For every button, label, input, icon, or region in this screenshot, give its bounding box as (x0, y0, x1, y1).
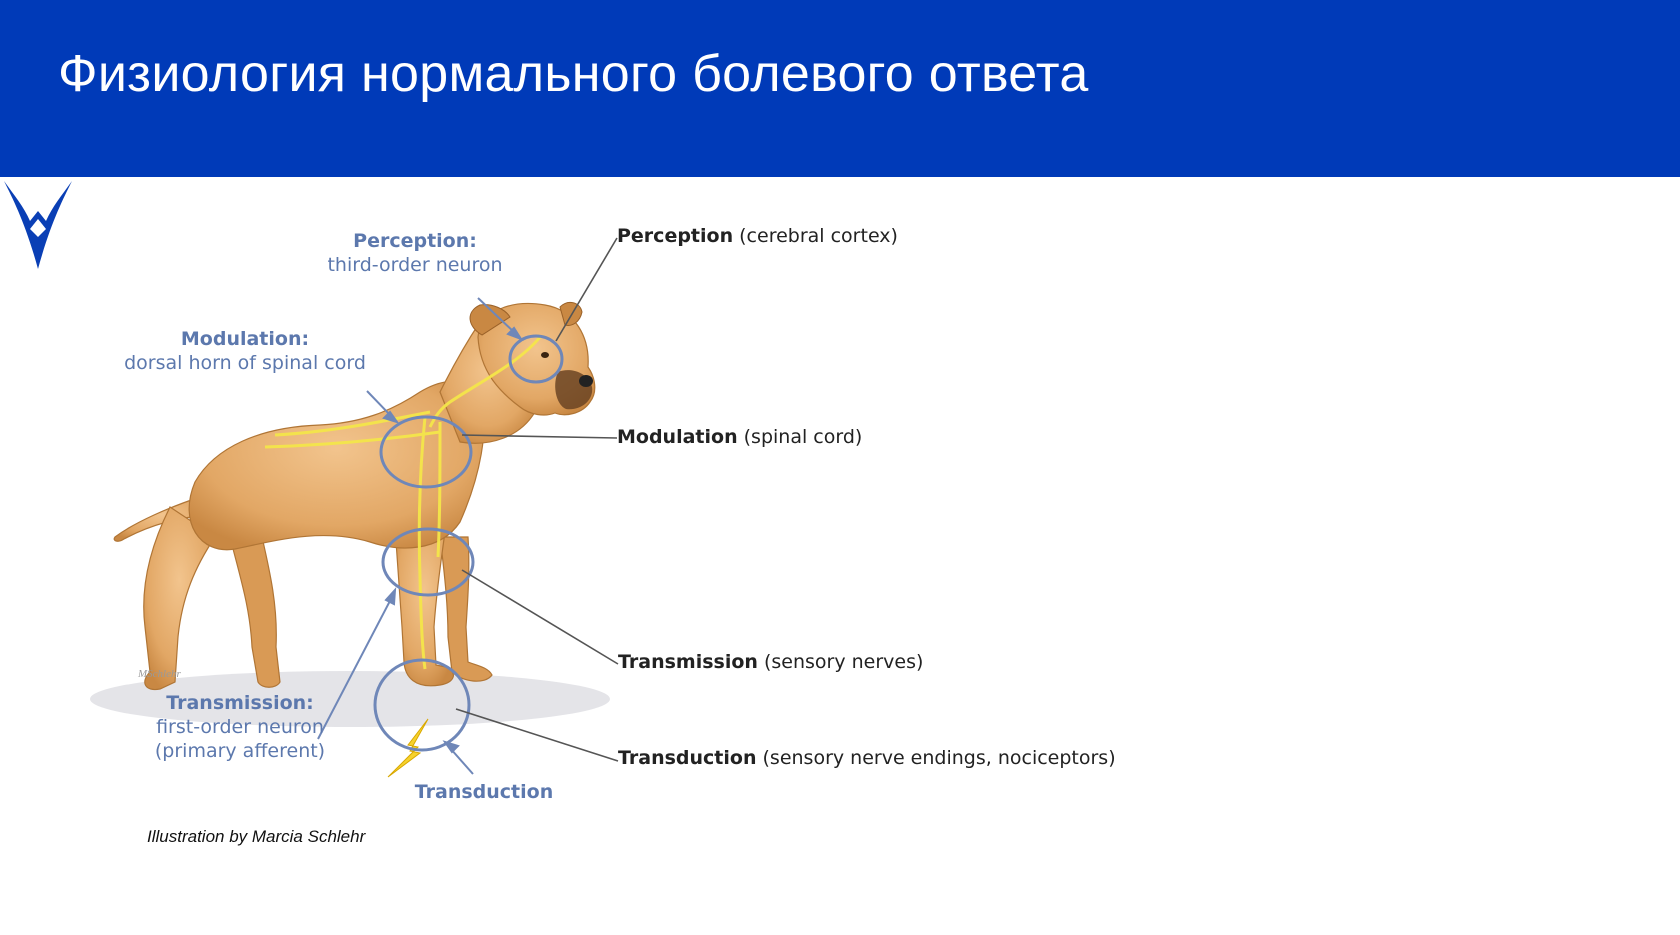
left-label-modulation (110, 327, 380, 375)
left-label-transmission-heading: Transmission: (166, 692, 314, 714)
left-label-transmission-sub2: (primary afferent) (154, 740, 326, 762)
slide-title: Физиология нормального болевого ответа (58, 45, 1089, 103)
right-label-transmission-rest: (sensory nerves) (757, 651, 924, 673)
left-label-transmission-sub1: first-order neuron (156, 716, 324, 738)
right-label-perception (617, 225, 898, 247)
right-label-transmission-bold: Transmission (618, 651, 758, 673)
dog-front-leg-far (440, 537, 492, 681)
right-label-perception-rest: (cerebral cortex) (733, 225, 898, 247)
title-bar (0, 0, 1680, 177)
right-label-modulation-rest: (spinal cord) (737, 426, 863, 448)
pain-pathway-diagram (0, 177, 1680, 935)
right-label-transduction (618, 747, 1116, 769)
right-label-perception-bold: Perception (617, 225, 734, 247)
left-label-perception (300, 229, 530, 277)
dog-nose (579, 375, 593, 387)
right-label-transduction-bold: Transduction (618, 747, 757, 769)
left-label-transduction-heading: Transduction (414, 781, 554, 803)
dog-hind-leg-far (230, 537, 280, 687)
illustration-credit: Illustration by Marcia Schlehr (147, 827, 366, 846)
right-label-transmission (618, 651, 923, 673)
left-label-perception-sub: third-order neuron (327, 254, 503, 276)
left-label-modulation-sub: dorsal horn of spinal cord (124, 352, 366, 374)
left-label-modulation-heading: Modulation: (180, 328, 310, 350)
dog-eye (541, 352, 549, 358)
right-label-modulation (617, 426, 862, 448)
left-label-transduction (404, 780, 564, 804)
right-label-transduction-rest: (sensory nerve endings, nociceptors) (756, 747, 1116, 769)
left-label-transmission (140, 691, 340, 763)
left-label-perception-heading: Perception: (353, 230, 477, 252)
right-label-modulation-bold: Modulation (617, 426, 738, 448)
artist-signature: MSchlehr (138, 668, 181, 680)
v-logo-icon (0, 177, 76, 273)
dog-illustration (0, 177, 1680, 935)
